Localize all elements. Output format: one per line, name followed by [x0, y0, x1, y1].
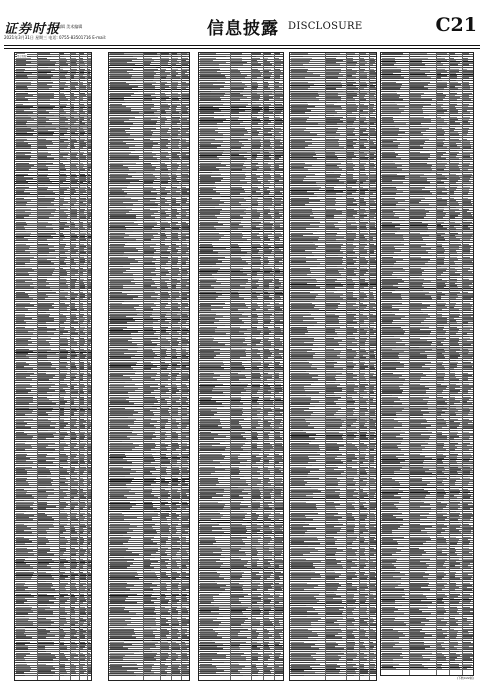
- column-header: 基金名称: [17, 54, 27, 58]
- cell-text: [80, 675, 85, 676]
- masthead-rule-thin: [4, 48, 480, 49]
- disclosure-table-grid: [14, 52, 474, 681]
- column-divider: [87, 53, 88, 680]
- column-divider: [70, 53, 71, 680]
- dateline: 2021年3月31日 星期三 电话: 0755-83501716 E-mail:: [4, 35, 106, 41]
- masthead: [4, 20, 480, 44]
- section-title-zh: 信息披露: [207, 14, 279, 39]
- editor-credit: 编辑 美术编辑: [57, 24, 82, 30]
- table-rows: [109, 53, 189, 676]
- column-divider: [37, 53, 38, 680]
- cell-text: [59, 675, 64, 676]
- table-column: [14, 52, 92, 681]
- cell-text: [88, 675, 91, 676]
- column-divider: [79, 53, 80, 680]
- cell-text: [38, 675, 53, 676]
- table-column: [108, 52, 190, 681]
- cell-text: [70, 675, 76, 676]
- newspaper-brand-logo: 证券时报: [4, 18, 60, 37]
- section-title-en: DISCLOSURE: [288, 21, 362, 32]
- masthead-rule: [4, 45, 480, 46]
- page-number: C21: [435, 14, 477, 36]
- cell-text: [16, 675, 25, 676]
- column-divider: [59, 53, 60, 680]
